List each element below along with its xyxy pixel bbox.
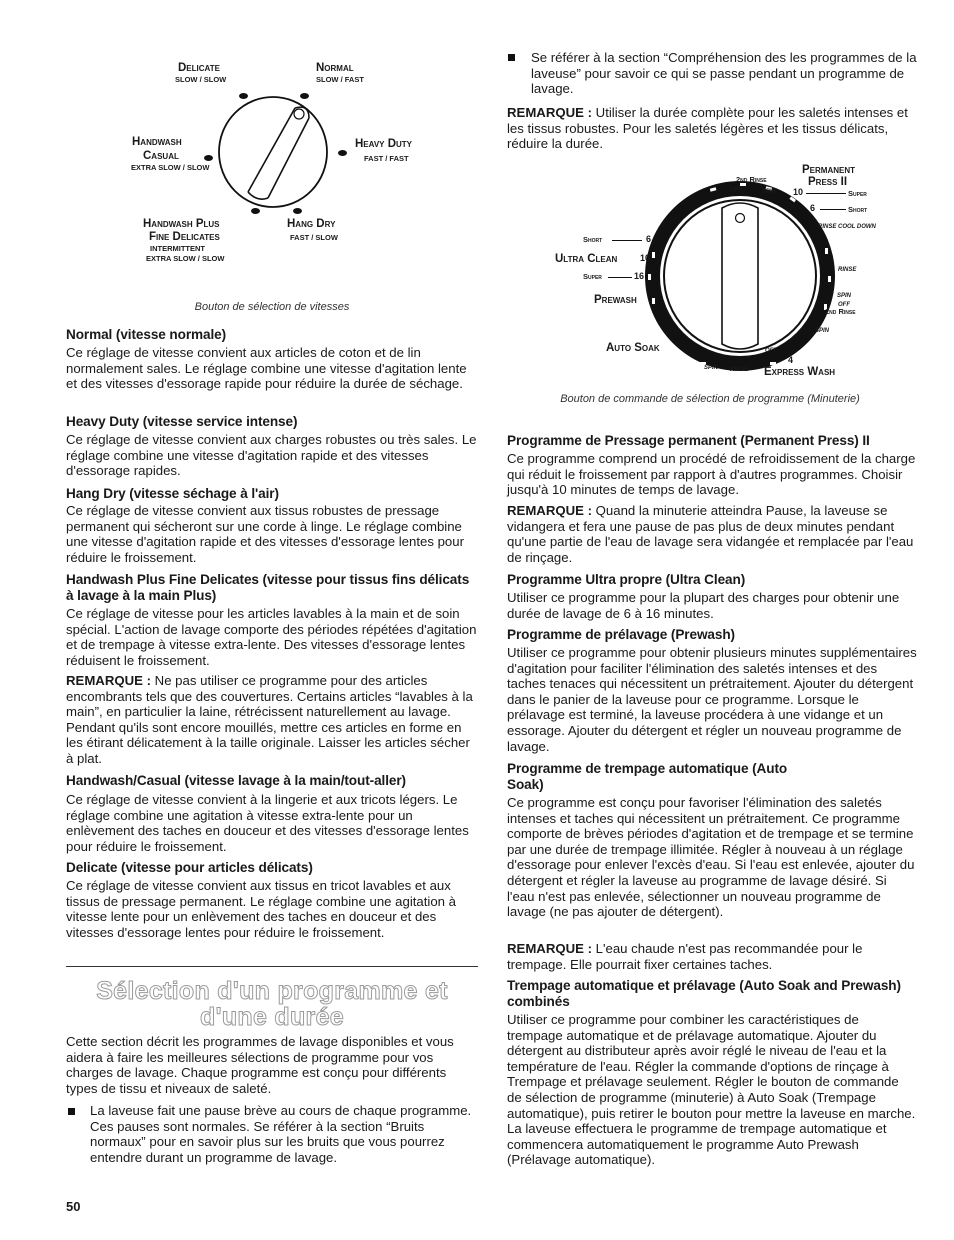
leader-line bbox=[608, 277, 632, 278]
rinse-right-label: RINSE bbox=[838, 267, 857, 273]
prewash-text: Utiliser ce programme pour obtenir plusieurs minutes supplémentaires d'agitation pour faciliter l'élimination des saletés intenses et des taches tenaces qui nécessitent un prétraitement. Ajouter du détergent dans le panier de la laveuse pour ce programme. Lorsque le prélavage est terminé, la laveuse procédera à une vidange et un essorage. Ajouter du détergent et régler un nouveau programme de lavage. bbox=[507, 645, 917, 754]
press-ii-label: Press II bbox=[808, 176, 848, 188]
speed-dial-caption: Bouton de sélection de vitesses bbox=[194, 301, 350, 313]
prewash-label: Prewash bbox=[594, 294, 637, 306]
four-label: 4 bbox=[788, 355, 794, 365]
duration-remark bbox=[507, 105, 917, 152]
express-wash-label: Express Wash bbox=[764, 366, 836, 378]
super-left-label: Super bbox=[583, 272, 602, 281]
fine-delicates-label: Fine Delicates bbox=[149, 231, 220, 243]
casual-dot bbox=[204, 155, 213, 161]
handwash-plus-remark bbox=[66, 673, 478, 767]
off-right-label: OFF bbox=[838, 302, 850, 308]
hang-dry-heading: Hang Dry (vitesse séchage à l'air) bbox=[66, 486, 279, 501]
heavy-duty-heading: Heavy Duty (vitesse service intense) bbox=[66, 414, 298, 429]
short-right-label: Short bbox=[848, 205, 868, 214]
off-top-label: OFF bbox=[730, 187, 742, 193]
rinse-bottom-label: RINSE bbox=[730, 367, 749, 373]
permanent-press-text: Ce programme comprend un procédé de refroidissement de la charge qui réduit le froissement par rapport à d'autres programmes. Choisir jusqu'à 10 minutes de temps de lavage. bbox=[507, 451, 916, 498]
heavy-duty-dot bbox=[338, 150, 347, 156]
ten-right-label: 10 bbox=[793, 187, 804, 197]
ultra-clean-label: Ultra Clean bbox=[555, 253, 618, 265]
bullet-icon bbox=[68, 1108, 75, 1115]
heavy-duty-text: Ce réglage de vitesse convient aux charges robustes ou très sales. Le réglage combine une vitesse d'agitation rapide et des vitesses d'essorage rapides. bbox=[66, 432, 477, 479]
remark-label: REMARQUE : bbox=[507, 941, 592, 956]
off-bottom-label: OFF bbox=[765, 348, 777, 354]
remark-label: REMARQUE : bbox=[507, 503, 592, 518]
six-left-label: 6 bbox=[646, 234, 652, 244]
combined-text: Utiliser ce programme pour combiner les caractéristiques de trempage automatique et de prélavage automatique. Ajouter du détergent au distributeur après avoir réglé le niveau de l'eau et la température de l'eau. Régler la commande d'options de rinçage à Trempage et prélavage seulement. Régler le bouton de commande de sélection de programme (minuterie) à Auto Soak (Trempage automatique), puis retirer le bouton pour mettre la laveuse en marche. La laveuse effectuera le programme de trempage automatique et commencera automatiquement le programme Auto Prewash (Prélavage automatique). bbox=[507, 1012, 916, 1168]
intermittent-label: INTERMITTENT bbox=[150, 244, 205, 253]
remark-text: Utiliser la durée complète pour les saletés intenses et les tissus robustes. Pour les saletés légères et les tissus délicats, réduire la durée. bbox=[507, 105, 908, 152]
remark-label: REMARQUE : bbox=[507, 105, 592, 120]
normal-heading: Normal (vitesse normale) bbox=[66, 327, 227, 342]
spin-right2-label: SPIN bbox=[815, 328, 830, 334]
super-right-label: Super bbox=[848, 189, 867, 198]
rinse-cool-down-label: RINSE COOL DOWN bbox=[818, 224, 876, 230]
second-rinse-right-label: 2nd Rinse bbox=[825, 307, 856, 316]
casual-sub: EXTRA SLOW / SLOW bbox=[131, 163, 210, 172]
ten-left-label: 10 bbox=[640, 253, 651, 263]
timer-dial-caption: Bouton de commande de sélection de programme (Minuterie) bbox=[560, 393, 860, 405]
spin-bottom-label: SPIN bbox=[704, 365, 719, 371]
auto-soak-text: Ce programme est conçu pour favoriser l'élimination des saletés intenses et taches qui nécessitent un prétraitement. Ce programme comporte de brèves périodes d'agitation et de trempage et se termine par une durée de trempage illimitée. Régler à nouveau à un réglage d'essorage pour enlever l'excès d'eau. Si l'eau est enlevée, ajouter du détergent et régler la laveuse au programme de lavage désiré. Si l'eau n'est pas enlevée, sélectionner un nouveau programme de lavage (ne pas ajouter de détergent). bbox=[507, 795, 915, 920]
hang-dry-label: Hang Dry bbox=[287, 218, 336, 230]
ultra-clean-text: Utiliser ce programme pour la plupart des charges pour obtenir une durée de lavage de 6 à 16 minutes. bbox=[507, 590, 900, 621]
handwash-label: Handwash bbox=[132, 136, 182, 148]
section-intro: Cette section décrit les programmes de lavage disponibles et vous aidera à faire les meilleures sélections de programme pour vos charges de lavage. Chaque programme est conçu pour différents types de tissu et niveaux de saleté. bbox=[66, 1034, 454, 1096]
second-rinse-top-label: 2nd Rinse bbox=[736, 175, 767, 184]
leader-line bbox=[612, 240, 642, 241]
handwash-plus-text: Ce réglage de vitesse pour les articles lavables à la main et de soin spécial. L'action de lavage comporte des périodes répétées d'agitation et de trempage à vitesse extra-lente. Des vitesses d'essorage lentes réduisent le froissement. bbox=[66, 606, 477, 668]
permanent-press-heading: Programme de Pressage permanent (Permanent Press) II bbox=[507, 433, 870, 448]
remark-text: Ne pas utiliser ce programme pour des articles encombrants tels que des couvertures. Certains articles “lavables à la main”, en particulier la laine, rétrécissent naturellement au lavage. Pendant qu'ils sont encore mouillés, mettre ces articles en forme en les étirant délicatement à la taille originale. Laisser les articles sécher à plat. bbox=[66, 673, 473, 766]
section-divider bbox=[66, 966, 478, 967]
hang-dry-sub: FAST / SLOW bbox=[290, 233, 338, 242]
handwash-plus-heading: Handwash Plus Fine Delicates (vitesse pour tissus fins délicats à lavage à la main Plus) bbox=[66, 572, 470, 603]
prewash-heading: Programme de prélavage (Prewash) bbox=[507, 627, 735, 642]
handwash-casual-heading: Handwash/Casual (vitesse lavage à la main/tout-aller) bbox=[66, 773, 406, 788]
leader-line bbox=[806, 193, 846, 194]
bullet-icon bbox=[508, 54, 515, 61]
section-title: Sélection d'un programme et d'une durée bbox=[96, 977, 448, 1031]
auto-soak-label: Auto Soak bbox=[606, 342, 660, 354]
sixteen-label: 16 bbox=[634, 271, 645, 281]
delicate-dot bbox=[239, 93, 248, 99]
handwash-plus-dot bbox=[251, 208, 260, 214]
auto-soak-heading: Programme de trempage automatique (Auto Soak) bbox=[507, 761, 788, 792]
permanent-label: Permanent bbox=[802, 164, 856, 176]
spin-right-label: SPIN bbox=[837, 293, 852, 299]
combined-heading: Trempage automatique et prélavage (Auto Soak and Prewash) combinés bbox=[507, 978, 901, 1009]
normal-sub: SLOW / FAST bbox=[316, 75, 364, 84]
hang-dry-dot bbox=[293, 208, 302, 214]
heavy-duty-sub: FAST / FAST bbox=[364, 154, 409, 163]
casual-label: Casual bbox=[143, 150, 179, 162]
auto-soak-remark bbox=[507, 941, 917, 972]
spin-top-label: SPIN bbox=[762, 189, 777, 195]
delicate-text: Ce réglage de vitesse convient aux tissus en tricot lavables et aux tissus de pressage permanent. Le réglage combine une agitation à vitesse lente pour un enlèvement des taches en douceur et des vitesses d'essorage lentes pour réduire le froissement. bbox=[66, 878, 457, 940]
remark-text: L'eau chaude n'est pas recommandée pour le trempage. Elle pourrait fixer certaines taches. bbox=[507, 941, 863, 972]
remark-text: Quand la minuterie atteindra Pause, la laveuse se vidangera et fera une pause de pas plus de deux minutes pendant qu'une partie de l'eau de lavage sera vidangée et remplacée par l'eau de rinçage. bbox=[507, 503, 914, 565]
handwash-plus-sub: EXTRA SLOW / SLOW bbox=[146, 254, 225, 263]
handwash-plus-label: Handwash Plus bbox=[143, 218, 220, 230]
pause-bullet-text: La laveuse fait une pause brève au cours de chaque programme. Ces pauses sont normales. Se référer à la section “Bruits normaux” pour en savoir plus sur les bruits que vous pourrez entendre durant un programme de lavage. bbox=[90, 1103, 472, 1165]
page-number: 50 bbox=[66, 1199, 81, 1214]
delicate-heading: Delicate (vitesse pour articles délicats) bbox=[66, 860, 313, 875]
permanent-press-remark bbox=[507, 503, 917, 565]
delicate-sub: SLOW / SLOW bbox=[175, 75, 227, 84]
handwash-casual-text: Ce réglage de vitesse convient à la lingerie et aux tricots légers. Le réglage combine une agitation à vitesse extra-lente pour un enlèvement des taches en douceur et des vitesses d'essorage lentes pour réduire le froissement. bbox=[66, 792, 469, 854]
hang-dry-text: Ce réglage de vitesse convient aux tissus robustes de pressage permanent qui sécheront sur une corde à linge. Le réglage combine une vitesse d'agitation rapide et des vitesses d'essorage lentes pour réduire le froissement. bbox=[66, 503, 464, 565]
short-left-label: Short bbox=[583, 235, 603, 244]
remark-label: REMARQUE : bbox=[66, 673, 151, 688]
delicate-label: Delicate bbox=[178, 62, 220, 74]
heavy-duty-label: Heavy Duty bbox=[355, 138, 412, 150]
leader-line bbox=[820, 209, 846, 210]
normal-text: Ce réglage de vitesse convient aux articles de coton et de lin normalement sales. Le réglage combine une vitesse d'agitation lente et des vitesses d'essorage rapide pour réduire la durée de séchage. bbox=[66, 345, 467, 392]
six-right-label: 6 bbox=[810, 203, 816, 213]
program-bullet-text: Se référer à la section “Compréhension des les programmes de la laveuse” pour savoir ce qui se passe pendant un programme de lavage. bbox=[531, 50, 917, 97]
ultra-clean-heading: Programme Ultra propre (Ultra Clean) bbox=[507, 572, 746, 587]
speed-knob-graphic bbox=[205, 94, 341, 210]
normal-label: Normal bbox=[316, 62, 354, 74]
normal-dot bbox=[300, 93, 309, 99]
